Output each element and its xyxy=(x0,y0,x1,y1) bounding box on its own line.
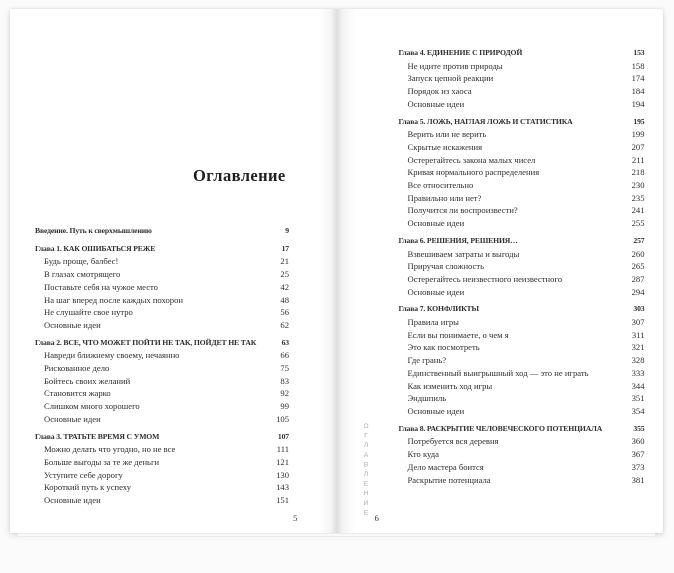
toc-entry-page-number: 230 xyxy=(631,180,645,191)
toc-entry xyxy=(399,166,645,179)
toc-entry-label: В глазах смотрящего xyxy=(44,269,121,280)
toc-entry-label: Кто куда xyxy=(407,449,439,460)
toc-entry-label: Все относительно xyxy=(407,180,474,191)
toc-entry-page-number: 42 xyxy=(280,281,289,292)
toc-entry-page-number: 21 xyxy=(280,256,289,267)
toc-entry-label: Остерегайтесь закона малых чисел xyxy=(407,154,536,165)
toc-entry-label: Основные идеи xyxy=(44,495,101,506)
toc-entry-page-number: 333 xyxy=(631,367,645,378)
toc-entry xyxy=(399,204,645,217)
toc-entry-label: Правила игры xyxy=(407,317,459,328)
toc-entry-label: Больше выгоды за те же деньги xyxy=(44,456,160,467)
toc-entry-page-number: 121 xyxy=(276,456,289,467)
toc-entry xyxy=(399,217,645,230)
toc-entry xyxy=(399,273,645,286)
toc-entry-label: Основные идеи xyxy=(407,286,465,297)
toc-title: Оглавление xyxy=(193,166,286,185)
toc-entry-label: Потребуется вся деревня xyxy=(407,436,499,447)
toc-entry-label: Глава 8. РАСКРЫТИЕ ЧЕЛОВЕЧЕСКОГО ПОТЕНЦИАЛА xyxy=(398,423,603,433)
toc-entry xyxy=(35,306,289,319)
toc-entry-label: Становится жарко xyxy=(44,388,111,399)
toc-entry xyxy=(35,481,289,494)
toc-entry-page-number: 218 xyxy=(631,167,645,178)
toc-entry-label: Получится ли воспроизвести? xyxy=(407,205,518,216)
toc-entry-page-number: 303 xyxy=(633,304,645,314)
toc-entry-label: Основные идеи xyxy=(44,413,101,424)
toc-entry xyxy=(399,179,645,192)
toc-entry-page-number: 83 xyxy=(280,375,289,386)
toc-entry-page-number: 373 xyxy=(631,461,645,472)
toc-entry xyxy=(35,443,289,456)
toc-entry-label: Не идите против природы xyxy=(407,60,503,71)
toc-entry xyxy=(399,260,645,273)
toc-entry xyxy=(399,60,645,73)
toc-chapter-entry xyxy=(399,47,645,60)
toc-entry xyxy=(35,294,289,307)
toc-entry-label: Поставьте себя на чужое место xyxy=(44,281,158,292)
toc-entry-page-number: 344 xyxy=(631,380,645,391)
toc-entry xyxy=(399,392,645,405)
toc-entry xyxy=(35,375,289,388)
toc-chapter-entry xyxy=(399,423,645,436)
book-spread xyxy=(10,9,663,533)
toc-entry-label: Будь проще, балбес! xyxy=(44,256,119,267)
toc-entry xyxy=(35,349,289,362)
toc-entry-label: Остерегайтесь неизвестного неизвестного xyxy=(407,273,562,284)
toc-entry-label: Дело мастера боится xyxy=(407,461,484,472)
toc-entry xyxy=(399,192,645,205)
toc-entry-page-number: 184 xyxy=(631,86,645,97)
toc-entry-page-number: 307 xyxy=(631,317,645,328)
toc-entry-page-number: 311 xyxy=(631,329,645,340)
toc-entry-page-number: 351 xyxy=(631,393,645,404)
toc-entry-page-number: 130 xyxy=(276,469,289,480)
toc-entry-label: Глава 4. ЕДИНЕНИЕ С ПРИРОДОЙ xyxy=(398,48,523,57)
toc-entry xyxy=(35,255,289,268)
toc-entry xyxy=(399,248,645,261)
toc-entry-label: Основные идеи xyxy=(407,218,465,229)
toc-chapter-entry xyxy=(399,235,645,248)
toc-entry-label: Слишком много хорошего xyxy=(44,401,140,412)
toc-entry-page-number: 17 xyxy=(281,243,289,253)
toc-entry-page-number: 211 xyxy=(631,154,645,165)
toc-entry-label: Правильно или нет? xyxy=(407,192,482,203)
toc-entry-label: Кривая нормального распределения xyxy=(407,167,540,178)
toc-entry-page-number: 25 xyxy=(280,269,289,280)
toc-chapter-entry xyxy=(399,303,645,316)
toc-entry-page-number: 241 xyxy=(631,205,645,216)
toc-entry-page-number: 257 xyxy=(633,235,645,245)
toc-entry-page-number: 153 xyxy=(633,48,645,57)
toc-entry-label: Рискованное дело xyxy=(44,363,110,374)
toc-entry xyxy=(35,319,289,332)
toc-entry-page-number: 174 xyxy=(631,73,645,84)
toc-entry-page-number: 66 xyxy=(280,350,289,361)
toc-entry-page-number: 354 xyxy=(631,405,645,416)
toc-entry-label: Раскрытие потенциала xyxy=(407,474,491,485)
toc-entry xyxy=(35,387,289,400)
toc-entry xyxy=(35,362,289,375)
toc-entry-label: Верить или не верить xyxy=(407,129,487,140)
toc-chapter-entry xyxy=(35,243,289,256)
toc-entry-label: Глава 3. ТРАТЬТЕ ВРЕМЯ С УМОМ xyxy=(35,431,160,441)
toc-entry-label: На шаг вперед после каждых похорон xyxy=(44,294,183,305)
toc-entry-page-number: 195 xyxy=(633,116,645,126)
toc-entry-page-number: 105 xyxy=(276,413,289,424)
left-page xyxy=(10,9,337,533)
toc-entry xyxy=(35,494,289,507)
toc-entry-page-number: 111 xyxy=(276,444,289,455)
toc-entry-label: Уступите себе дорогу xyxy=(44,469,123,480)
toc-entry-page-number: 75 xyxy=(280,363,289,374)
toc-entry-label: Не слушайте свое нутро xyxy=(44,307,133,318)
toc-entry-label: Можно делать что угодно, но не все xyxy=(44,444,176,455)
toc-entry-label: Скрытые искажения xyxy=(407,141,483,152)
toc-chapter-entry xyxy=(399,116,645,129)
toc-chapter-entry xyxy=(35,431,289,444)
toc-entry xyxy=(399,380,645,393)
toc-entry-page-number: 381 xyxy=(631,474,645,485)
toc-entry xyxy=(399,329,645,342)
toc-entry-label: Глава 2. ВСЕ, ЧТО МОЖЕТ ПОЙТИ НЕ ТАК, ПОЙДЕТ НЕ ТАК xyxy=(35,337,257,347)
page-block-edge xyxy=(18,533,655,538)
toc-entry-page-number: 158 xyxy=(631,60,645,71)
toc-entry xyxy=(399,461,645,474)
toc-entry xyxy=(35,268,289,281)
toc-entry-page-number: 287 xyxy=(631,273,645,284)
toc-entry-page-number: 199 xyxy=(631,129,645,140)
toc-entry-page-number: 328 xyxy=(631,355,645,366)
toc-entry-page-number: 63 xyxy=(281,337,289,347)
toc-entry xyxy=(399,154,645,167)
right-page-number: 6 xyxy=(374,513,379,523)
toc-entry xyxy=(399,405,645,418)
toc-entry-page-number: 107 xyxy=(277,431,289,441)
toc-entry-page-number: 294 xyxy=(631,286,645,297)
toc-entry-label: Глава 7. КОНФЛИКТЫ xyxy=(398,304,479,314)
toc-entry-page-number: 265 xyxy=(631,261,645,272)
toc-entry-label: Порядок из хаоса xyxy=(407,86,472,97)
toc-entry-page-number: 62 xyxy=(280,319,289,330)
toc-entry-page-number: 48 xyxy=(280,294,289,305)
toc-entry-page-number: 99 xyxy=(280,401,289,412)
toc-entry-label: Как изменить ход игры xyxy=(407,380,493,391)
toc-entry-page-number: 235 xyxy=(631,192,645,203)
toc-entry xyxy=(399,474,645,487)
toc-entry-page-number: 9 xyxy=(285,226,289,235)
toc-entry-label: Приручая сложность xyxy=(407,261,485,272)
toc-entry xyxy=(35,400,289,413)
toc-entry xyxy=(399,141,645,154)
toc-entry-page-number: 56 xyxy=(280,307,289,318)
toc-entry-label: Глава 6. РЕШЕНИЯ, РЕШЕНИЯ… xyxy=(398,235,518,245)
toc-entry xyxy=(399,367,645,380)
toc-entry-page-number: 367 xyxy=(631,449,645,460)
toc-entry-label: Единственный выигрышный ход — это не играть xyxy=(407,367,589,378)
toc-list-left xyxy=(35,225,289,507)
toc-entry-label: Эндшпиль xyxy=(407,393,447,404)
toc-entry xyxy=(399,286,645,299)
toc-entry-label: Введение. Путь к сверхмышлению xyxy=(35,226,152,235)
toc-entry-label: Основные идеи xyxy=(407,98,465,109)
toc-entry xyxy=(399,316,645,329)
toc-entry-label: Основные идеи xyxy=(407,405,465,416)
toc-entry-label: Основные идеи xyxy=(44,319,101,330)
toc-chapter-entry xyxy=(35,337,289,350)
toc-entry-page-number: 355 xyxy=(633,423,645,433)
toc-entry-label: Запуск цепной реакции xyxy=(407,73,494,84)
toc-chapter-entry xyxy=(35,225,289,238)
toc-entry-label: Если вы понимаете, о чем я xyxy=(407,329,509,340)
toc-entry-page-number: 260 xyxy=(631,248,645,259)
toc-entry xyxy=(35,413,289,426)
toc-entry-label: Взвешиваем затраты и выгоды xyxy=(407,248,520,259)
toc-entry-page-number: 255 xyxy=(631,218,645,229)
toc-entry-label: Навреди ближнему своему, нечаянно xyxy=(44,350,180,361)
toc-entry-page-number: 194 xyxy=(631,98,645,109)
toc-entry-label: Короткий путь к успеху xyxy=(44,482,132,493)
toc-entry xyxy=(399,448,645,461)
toc-entry-page-number: 360 xyxy=(631,436,645,447)
toc-entry xyxy=(35,456,289,469)
toc-entry-page-number: 321 xyxy=(631,342,645,353)
toc-entry xyxy=(399,85,645,98)
toc-entry xyxy=(35,281,289,294)
toc-entry-page-number: 151 xyxy=(276,495,289,506)
toc-entry xyxy=(35,469,289,482)
left-page-number: 5 xyxy=(293,513,298,523)
toc-entry-label: Глава 5. ЛОЖЬ, НАГЛАЯ ЛОЖЬ И СТАТИСТИКА xyxy=(398,116,573,126)
toc-entry-page-number: 92 xyxy=(280,388,289,399)
toc-entry xyxy=(399,354,645,367)
toc-entry-label: Это как посмотреть xyxy=(407,342,480,353)
toc-list-right xyxy=(399,47,645,486)
toc-entry-page-number: 207 xyxy=(631,141,645,152)
margin-label-vertical: ОГЛАВЛЕНИЕ xyxy=(362,423,370,519)
right-page xyxy=(337,9,664,533)
toc-entry-label: Глава 1. КАК ОШИБАТЬСЯ РЕЖЕ xyxy=(35,243,156,253)
toc-entry-label: Где грань? xyxy=(407,355,447,366)
toc-entry xyxy=(399,341,645,354)
toc-entry xyxy=(399,435,645,448)
toc-entry-page-number: 143 xyxy=(276,482,289,493)
toc-entry-label: Бойтесь своих желаний xyxy=(44,375,131,386)
toc-entry xyxy=(399,98,645,111)
toc-entry xyxy=(399,128,645,141)
toc-entry xyxy=(399,72,645,85)
